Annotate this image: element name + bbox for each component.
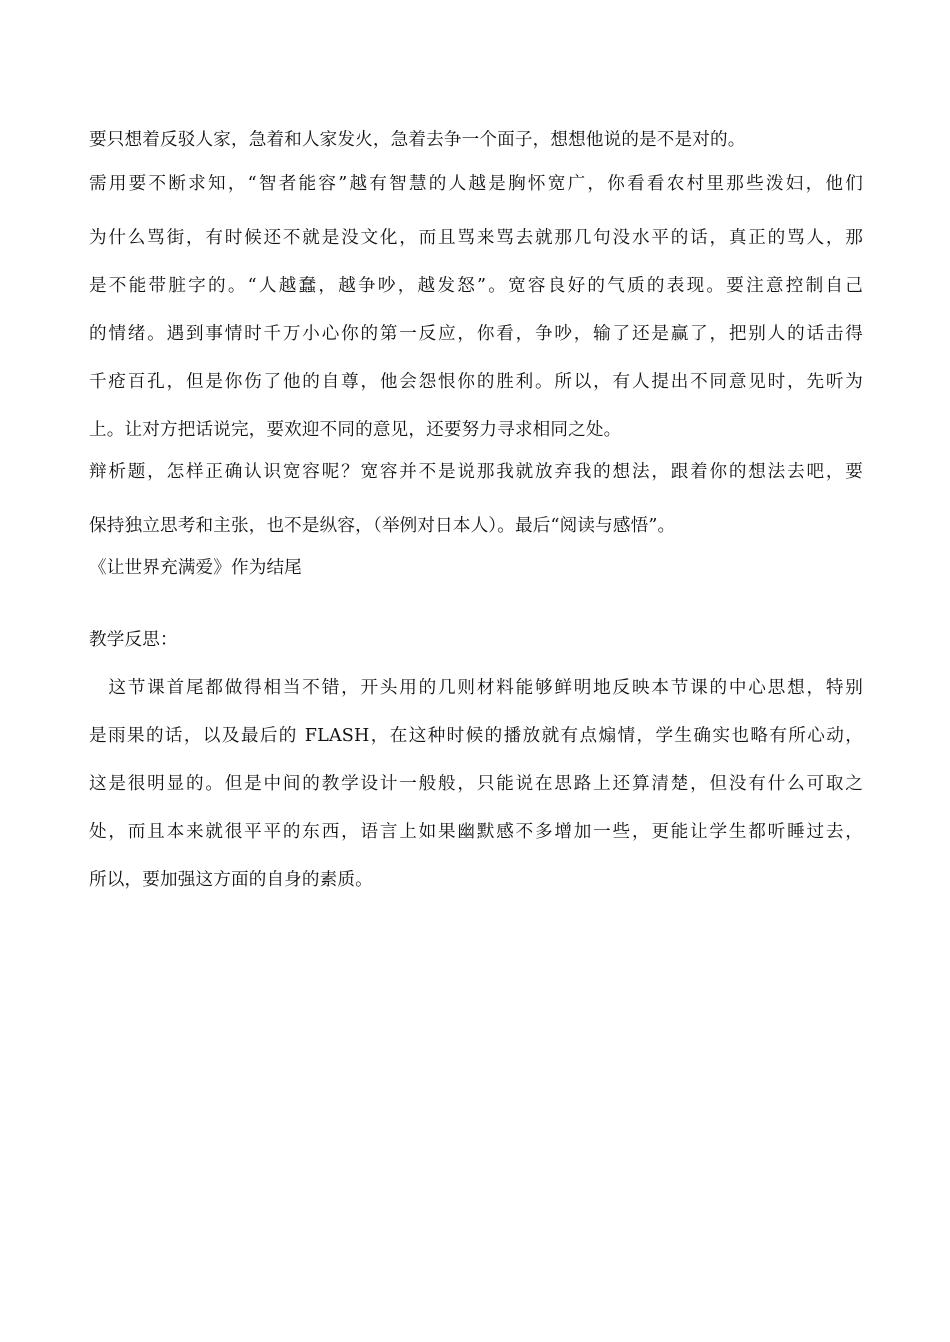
text-line: 辩析题，怎样正确认识宽容呢？宽容并不是说那我就放弃我的想法，跟着你的想法去吧，要 bbox=[89, 462, 863, 482]
text-line: 千疮百孔，但是你伤了他的自尊，他会怨恨你的胜利。所以，有人提出不同意见时，先听为 bbox=[89, 372, 863, 392]
document-body bbox=[89, 122, 863, 904]
text-line: 上。让对方把话说完，要欢迎不同的意见，还要努力寻求相同之处。 bbox=[89, 420, 622, 440]
text-line: 为什么骂街，有时候还不就是没文化，而且骂来骂去就那几句没水平的话，真正的骂人，那 bbox=[89, 228, 863, 248]
text-line: 这是很明显的。但是中间的教学设计一般般，只能说在思路上还算清楚，但没有什么可取之 bbox=[89, 774, 863, 794]
text-line: 是雨果的话，以及最后的 FLASH，在这种时候的播放就有点煽情，学生确实也略有所心动， bbox=[89, 726, 863, 746]
text-line: 是不能带脏字的。“人越蠢，越争吵，越发怒”。宽容良好的气质的表现。要注意控制自己 bbox=[89, 276, 863, 296]
text-line: 《让世界充满爱》作为结尾 bbox=[89, 558, 302, 578]
text-line: 这节课首尾都做得相当不错，开头用的几则材料能够鲜明地反映本节课的中心思想，特别 bbox=[89, 678, 863, 698]
paragraph-3 bbox=[89, 454, 863, 550]
text-line: 要只想着反驳人家，急着和人家发火，急着去争一个面子，想想他说的是不是对的。 bbox=[89, 130, 746, 150]
text-line: 保持独立思考和主张，也不是纵容，（举例对日本人）。最后“阅读与感悟”。 bbox=[89, 516, 676, 536]
paragraph-4 bbox=[89, 550, 863, 586]
text-line: 需用要不断求知，“智者能容”越有智慧的人越是胸怀宽广，你看看农村里那些泼妇，他们 bbox=[89, 174, 863, 194]
reflection-section bbox=[89, 622, 863, 904]
text-line: 所以，要加强这方面的自身的素质。 bbox=[89, 870, 373, 890]
text-line: 的情绪。遇到事情时千万小心你的第一反应，你看，争吵，输了还是赢了，把别人的话击得 bbox=[89, 324, 863, 344]
paragraph-2 bbox=[89, 166, 863, 454]
text-line: 处，而且本来就很平平的东西，语言上如果幽默感不多增加一些，更能让学生都听睡过去， bbox=[89, 822, 863, 842]
section-heading: 教学反思： bbox=[89, 630, 178, 650]
paragraph-1 bbox=[89, 122, 863, 158]
